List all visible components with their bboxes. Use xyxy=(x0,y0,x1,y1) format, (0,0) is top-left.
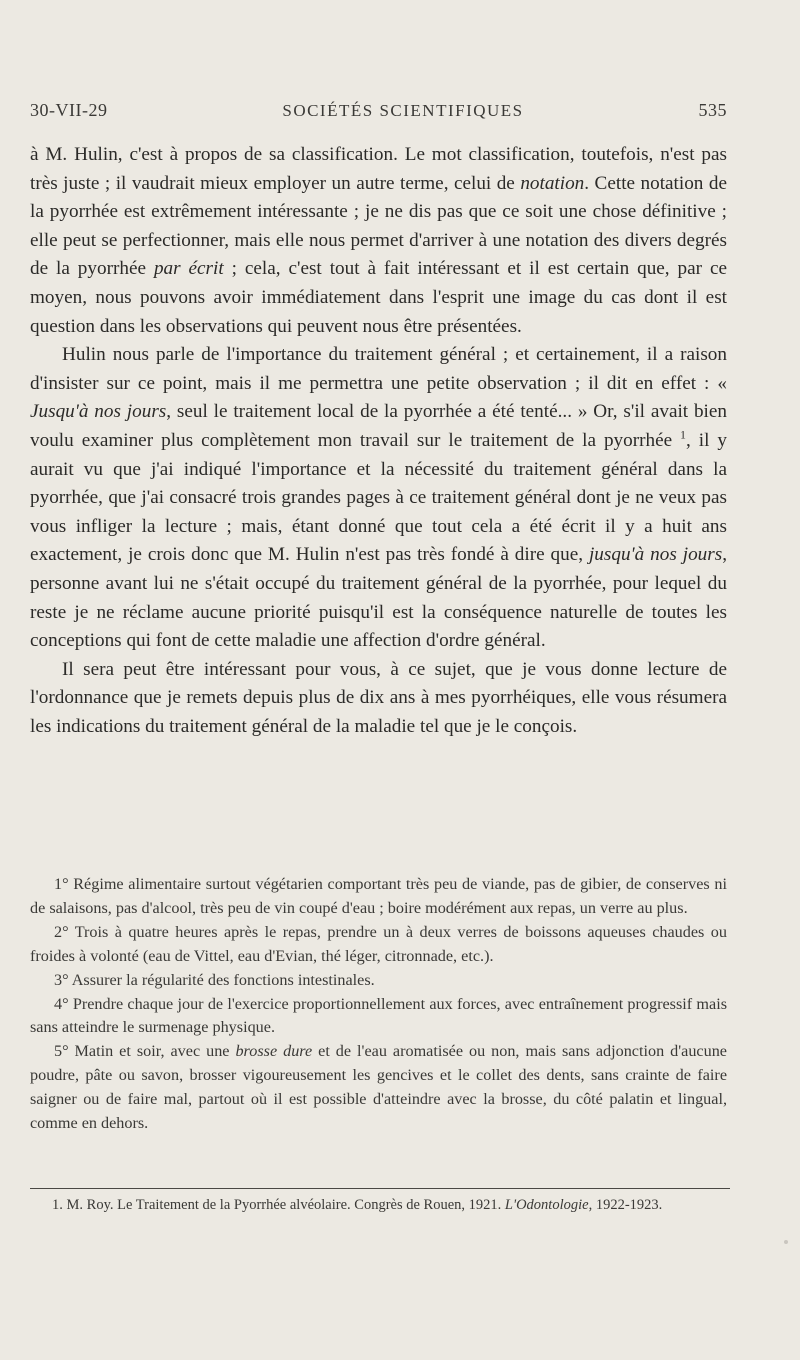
running-header xyxy=(30,100,727,121)
list-item: 5° Matin et soir, avec une brosse dure et de l'eau aromatisée ou non, mais sans adjonction d'aucune poudre, pâte ou savon, brosser vigoureusement les gencives et le collet des dents, sans crainte de faire saigner ou de faire mal, partout où il est possible d'atteindre avec la brosse, du côté palatin et lingual, comme en dehors. xyxy=(30,1042,727,1133)
paragraph-1: à M. Hulin, c'est à propos de sa classification. Le mot classification, toutefois, n'est pas très juste ; il vaudrait mieux employer un autre terme, celui de notation. Cette notation de la pyorrhée est extrêmement intéressante ; je ne dis pas que ce soit une chose définitive ; elle peut se perfectionner, mais elle nous permet d'arriver à une notation des divers degrés de la pyorrhée par écrit ; cela, c'est tout à fait intéressant et il est certain que, par ce moyen, nous pouvons avoir immédiatement dans l'esprit une image du cas dont il est question dans les observations qui peuvent nous être présentées. xyxy=(30,144,727,337)
list-item: 3° Assurer la régularité des fonctions intestinales. xyxy=(54,970,375,989)
paragraph-2: Hulin nous parle de l'importance du traitement général ; et certainement, il a raison d'insister sur ce point, mais il me permettra une petite observation ; il dit en effet : « Jusqu'à nos jours, seul le traitement local de la pyorrhée a été tenté... » Or, s'il avait bien voulu examiner plus complètement mon travail sur le traitement de la pyorrhée $^1$, il y aurait vu que j'ai indiqué l'importance et la nécessité du traitement général dans la pyorrhée, que j'ai consacré trois grandes pages à ce traitement général dont je ne veux pas vous infliger la lecture ; mais, étant donné que tout cela a été écrit il y a huit ans exactement, je crois donc que M. Hulin n'est pas très fondé à dire que, jusqu'à nos jours, personne avant lui ne s'était occupé du traitement général de la pyorrhée, pour lequel du reste je ne réclame aucune priorité puisqu'il est la conséquence naturelle de toutes les conceptions qui font de cette maladie une affection d'ordre général. xyxy=(30,344,727,652)
body-text xyxy=(30,141,727,741)
scan-speck xyxy=(784,1240,788,1244)
page-number: 535 xyxy=(698,100,727,120)
header-date: 30-VII-29 xyxy=(30,100,108,120)
list-item: 1° Régime alimentaire surtout végétarien comportant très peu de viande, pas de gibier, de conserves ni de salaisons, pas d'alcool, très peu de vin coupé d'eau ; boire modérément aux repas, un verre au plus. xyxy=(30,875,727,917)
paragraph-3: Il sera peut être intéressant pour vous, à ce sujet, que je vous donne lecture de l'ordonnance que je remets depuis plus de dix ans à mes pyorrhéiques, elle vous résumera les indications du traitement général de la maladie tel que je le conçois. xyxy=(30,658,727,737)
footnote-divider xyxy=(30,1188,730,1189)
footnote-ref[interactable]: 1 xyxy=(680,429,686,442)
list-item: 2° Trois à quatre heures après le repas, prendre un à deux verres de boissons aqueuses chaudes ou froides à volonté (eau de Vittel, eau d'Evian, thé léger, citronnade, etc.). xyxy=(30,922,727,965)
header-title: SOCIÉTÉS SCIENTIFIQUES xyxy=(282,101,524,120)
list-item: 4° Prendre chaque jour de l'exercice proportionnellement aux forces, avec entraînement progressif mais sans atteindre le surmenage physique. xyxy=(30,994,727,1037)
prescription-list xyxy=(30,873,727,1136)
footnote: 1. M. Roy. Le Traitement de la Pyorrhée alvéolaire. Congrès de Rouen, 1921. L'Odontologie, 1922-1923. xyxy=(52,1197,663,1213)
